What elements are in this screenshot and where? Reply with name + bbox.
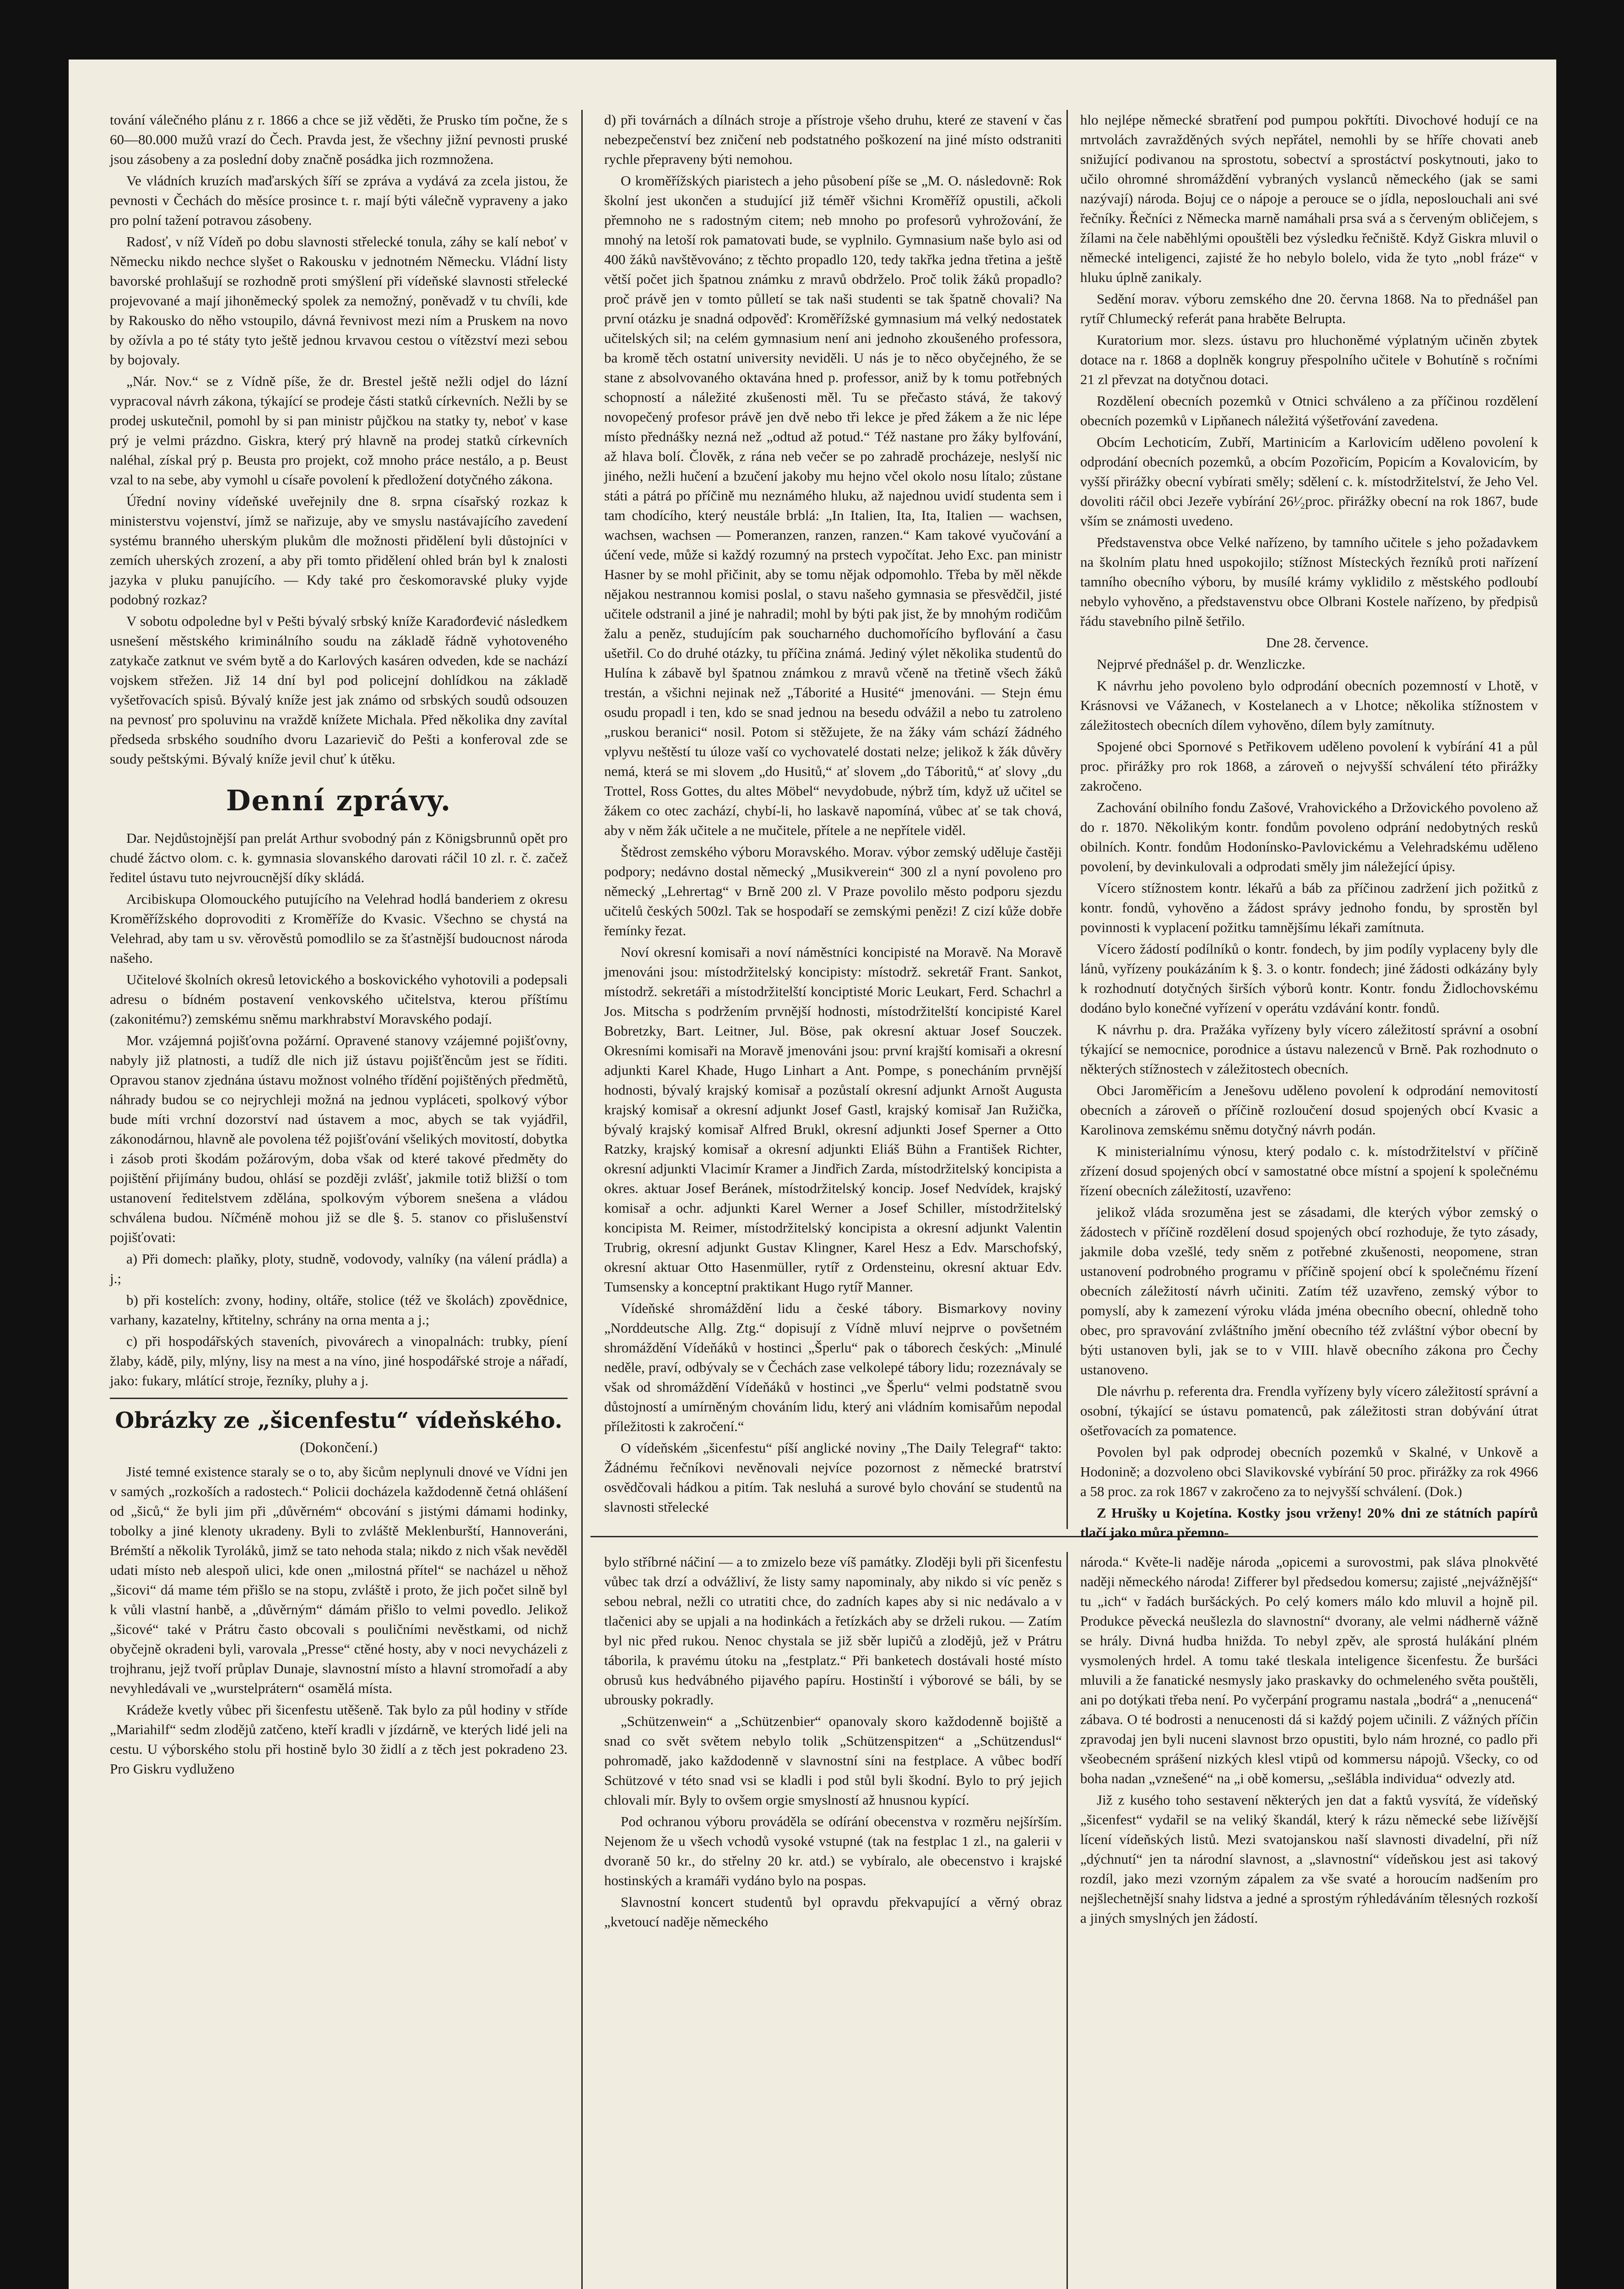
column-rule-1 — [581, 110, 583, 2289]
col3-paragraph: Představenstva obce Velké nařízeno, by tamního učitele s jeho požadavkem na školním platu hned uspokojilo; stížnost Místeckých řezníků proti nařízení tamního obecního výboru, by musílé krámy vyklidilo z městského podloubí nebylo vyhověno, a představenstvu obce Olbrani Kostele nařízeno, by předpisů řádu stavebního pilně šetřilo. — [1080, 534, 1538, 629]
col1-paragraph: Ve vládních kruzích maďarských šíří se zpráva a vydává za zcela jistou, že pevnosti v Čechách do měsíce prosince t. r. mají býti válečně vypraveny a jako pro polní tažení potravou zásobeny. — [110, 173, 568, 228]
col3-paragraph: Obcím Lechoticím, Zubří, Martinicím a Karlovicím uděleno povolení k odprodání obecních pozemků, a obcím Pozořicím, Popicím a Kovalovicím, by vyšší přirážky obecní vybírati směly; sdělení c. k. místodržitelství, že Jeho Vel. dovoliti ráčil obci Jezeře vybírání 26¹⁄₂proc. přirážky obecní na rok 1867, bude vším se známosti uvedeno. — [1080, 434, 1538, 529]
feuilleton-paragraph: Jisté temné existence staraly se o to, aby šicům neplynuli dnové ve Vídni jen v samých „rozkoších a radostech.“ Policii docházela každodenně četná ohlášení od „šiců,“ že byli jim při „důvěrném“ obcování s jistými dámami hodinky, tobolky a jiné klenoty ukradeny. Byli to zvláště Meklenburští, Hannoveráni, Brémští a několik Tyroláků, jimž se tato nehoda stala; nikdo z nich však nevěděl udati místo neb alespoň ulici, kde onen „milostná přítel“ se nacházel u něhož „šicovi“ dá mame tém přišlo se na stopu, zvláště i proto, že jich počet silně byl k vůli vlastní hanbě, a „důvěrným“ dámám přišlo to velmi povedlo. Jelikož „šicové“ také v Prátru často obcovali s pouličními nevěstkami, od nichž obyčejně okradeni byli, varovala „Presse“ ctěné hosty, aby v noci nevycházeli z trojhranu, jejž tvoří průplav Dunaje, slavnostní místo a hlavní stromořadí a aby nevyhledávali ve „wurstelprátern“ osamělá místa. — [110, 1464, 568, 1696]
obrazky-subtitle: (Dokončení.) — [300, 1439, 378, 1455]
feuilleton-rule — [110, 1398, 568, 1399]
col1-paragraph: „Nár. Nov.“ se z Vídně píše, že dr. Brestel ještě nežli odjel do lázní vypracoval návrh zákona, týkající se prodeje části statků církevních. Nežli by se prodej uskutečnil, pomohl by si pan ministr půjčkou na statky ty, neboť v kase prý je velmi prázdno. Giskra, který prý hlavně na prodej statků církevních naléhal, získal prý p. Beusta pro projekt, což mnoho práce nestálo, a p. Beust vzal to na sebe, aby vymohl u císaře povolení k předložení dotyčného zákona. — [110, 373, 568, 488]
col3-paragraph: Obci Jaroměřicím a Jenešovu uděleno povolení k odprodání nemovitostí obecních a zároveň o příčině rozloučení dosud spojených obcí Kvasic a Karolinova zemskému sněmu dotyčný návrh podán. — [1080, 1082, 1538, 1138]
column-2 — [604, 110, 1062, 1529]
col1-paragraph: V sobotu odpoledne byl v Pešti bývalý srbský kníže Karađorđević následkem usnešení městského kriminálního soudu na základě řádně vyhotoveného zatykače zatknut ve svém bytě a do Karlových kasáren odveden, kde se nachází vojskem střežen. Již 14 dní byl pod policejní dohlídkou na základě vyšetřovacích spisů. Bývalý kníže jest jak známo od srbských soudů odsouzen na pevnosť pro spoluvinu na vraždě knížete Michala. Před několika dny zavítal předseda srbského soudního dvoru Lazarievič do Pešti a konferoval zde se soudy peštskými. Bývalý kníže jevil chuť k útěku. — [110, 613, 568, 767]
col4-paragraph: Pod ochranou výboru prováděla se odírání obecenstva v rozměru nejšírším. Nejenom že u všech vchodů vysoké vstupné (tak na festplac 1 zl., na galerii v dvoraně 50 kr., do střelny 20 kr. atd.) se vybíralo, ale obecenstvo i krajské hostinských a kramáři vydáno bylo na pospas. — [604, 1813, 1062, 1888]
column-1 — [110, 110, 568, 2289]
column-5 — [1080, 1552, 1538, 2289]
col1-paragraph: Radosť, v níž Vídeň po dobu slavnosti střelecké tonula, záhy se kalí neboť v Německu nikdo nechce slyšet o Rakousku v jednotném Německu. Vládní listy bavorské prohlašují se rozhodně proti smýšlení při vídeňské slavnosti střelecké projevované a mají jihoněmecký spolek za nemožný, poněvadž v tu chvíli, kde by Rakousko do něho vstoupilo, dávná řevnivost mezi ním a Pruskem na novo by ožívla a po té státy tyto ještě jednou krvavou cestou o vítězství mezi sebou by bojovaly. — [110, 233, 568, 368]
col3-paragraph: Spojené obci Spornové s Petřikovem uděleno povolení k vybírání 41 a půl proc. přirážky pro rok 1868, a zároveň o nejvyšší schválení této přirážky zakročeno. — [1080, 738, 1538, 794]
col2-paragraph: Noví okresní komisaři a noví náměstníci koncipisté na Moravě. Na Moravě jmenováni jsou: místodržitelský koncipisty: místodrž. sekretář Frant. Sankot, místodrž. sekretáři a místodržitelští konciptisté Moric Leukart, Ferd. Schachrl a Jos. Mitscha s podržením prvnější hodnosti, místodržitelští koncipisté Karel Bobretzky, Bart. Leitner, Jul. Böse, pak okresní aktuar Josef Souczek. Okresními komisaři na Moravě jmenováni jsou: první krajští komisaři a okresní adjunkti Karel Khade, Hugo Linhart a Ant. Pompe, s ponecháním prvnější hodnosti, bývalý krajský komisař a pozůstalí okresní adjunkt Arnošt Augusta krajský komisař a okresní adjunkt Josef Gastl, krajský komisař Jan Ružička, bývalý krajský komisař Alfred Brukl, okresní adjunkti Josef Sperner a Otto Ratzky, krajský komisař a okresní adjunkti Eliáš Bühn a František Richter, okresní adjunkti Vlacimír Kramer a Jindřich Zarda, místodržitelský koncipista a okres. aktuar Josef Beránek, místodržitelský koncip. Josef Nedvídek, krajský komisař a ochr. adjunkti Karel Werner a Josef Schiller, místodržitelský koncipista M. Reimer, místodržitelský koncipista a okresní adjunkt Valentin Trubrig, okresní adjunkt Gustav Klingner, Karel Hesz a Edv. Marschofský, okresní aktuar Otto Hasenmüller, rytíř z Ordensteinu, okresní aktuar Edv. Tumsensky a konceptní praktikant Hugo rytíř Manner. — [604, 944, 1062, 1295]
col3-paragraph: Rozdělení obecních pozemků v Otnici schváleno a za příčinou rozdělení obecních pozemků v Lipňanech náležitá výšetřování zavedena. — [1080, 393, 1538, 429]
col4-paragraph: „Schützenwein“ a „Schützenbier“ opanovaly skoro každodenně bojiště a snad co svět světem nebylo tolik „Schützenspitzen“ a „Schützendusl“ pohromadě, jako každodenně v slavnostní síni na festplace. A vůbec bodří Schützové v této snad vsi se kladli i pod stůl byli škodní. Bylo to prý jejich chlovali mír. Byly to ovšem orgie smyslností až hnusnou kypící. — [604, 1713, 1062, 1808]
col3-paragraph: Kuratorium mor. slezs. ústavu pro hluchoněmé výplatným učiněn zbytek dotace na r. 1868 a doplněk kongruy přespolního učitele v Bohutíně s ročními 21 zl převzat na dotyčnou dotaci. — [1080, 332, 1538, 387]
col2-paragraph: Štědrost zemského výboru Moravského. Morav. výbor zemský uděluje častěji podpory; nedávno dostal německý „Musikverein“ 300 zl a nyní povoleno pro německý „Lehrertag“ v Brně 200 zl. V Praze povolilo město podporu sjezdu učitelů českých 500zl. Tak se hospodaří se zemskými penězi! Z cizí kůže dobře řemínky řezat. — [604, 844, 1062, 938]
col3-paragraph: Vícero stížnostem kontr. lékařů a báb za příčinou zadržení jich požitků z kontr. fondů, vyhověno a žádost správy jednoho fondu, by sprostěn byl povinnosti k vyplacení požitku tamnějšímu lékaři zamítnuta. — [1080, 880, 1538, 935]
news-item: Dar. Nejdůstojnější pan prelát Arthur svobodný pán z Königsbrunnů opět pro chudé žáctvo olom. c. k. gymnasia slovanského darovati ráčil 10 zl. r. č. začež ředitel ústavu tuto nejvroucnější díky skládá. — [110, 830, 568, 885]
denni-zpravy-heading: Denní zprávy. — [226, 784, 452, 817]
col5-paragraph: Již z kusého toho sestavení některých jen dat a faktů vysvítá, že vídeňský „šicenfest“ vydařil se na veliký škandál, který k rázu německé sebe ližívější lícení vídeňských listů. Mezi svatojanskou naší slavnosti divadelní, při níž „dýchnutí“ jen ta národní slavnost, a „slavnostní“ vídeňskou jest asi takový rozdíl, jako mezi vzorným zápalem za vše svaté a horoucím nadšením pro nejšlechetnější snahy lidstva a jedné a sprostým rýhledáváním tělesných rozkoší a jiných smyslných jen žádostí. — [1080, 1792, 1538, 1926]
news-item: Učitelové školních okresů letovického a boskovického vyhotovili a podepsali adresu o bídném postavení venkovského učitelstva, kterou příštímu (zakonitému?) zemskému sněmu markhrabství Moravského podají. — [110, 971, 568, 1027]
col3-paragraph: hlo nejlépe německé sbratření pod pumpou pokřtíti. Divochové hodují ce na mrtvolách zavražděných svých nepřátel, nemohli by se hříře chovati aneb snižující podivanou na sprostotu, sobectví a sprostáctví poskytnouti, jako to učilo ohromné shromáždění vybraných vyslanců německého (jak se sami nazývají) národa. Bojuj ce o nápoje a perouce se o jídla, neposlouchali ani své řečníky. Řečníci z Německa marně namáhali prsa svá a s červeným obličejem, s žílami na čele naběhlými opouštěli bez výsledku řečniště. Když Giskra mluvil o německé inteligenci, zajisté že ho nebylo bolelo, vida že tyto „nobl fráze“ v hluku úplně zanikaly. — [1080, 112, 1538, 285]
news-item: b) při kostelích: zvony, hodiny, oltáře, stolice (též ve školách) zpovědnice, varhany, kazatelny, křtitelny, schrány na orna menta a j.; — [110, 1292, 568, 1328]
col4-paragraph: bylo stříbrné náčiní — a to zmizelo beze víš památky. Zloději byli při šicenfestu vůbec tak drzí a odvážliví, že listy samy napominaly, aby nikdo si víc peněz s sebou nebral, nežli co utratiti chce, do zadních kapes aby si nic nedávalo a v tlačenici aby se upjali a na hodinkách a řetízkách aby se drželi rukou. — Zatím byl nic před rukou. Nenoc chystala se již sběr lupičů a zlodějů, jež v Prátru táborila, k pravému útoku na „festplatz.“ Při banketech dostávali hosté místo obrusů kus hedvábného pijavého papíru. Hostinští i výborové se báli, by se ubrousky pokradly. — [604, 1554, 1062, 1708]
col3-paragraph: Povolen byl pak odprodej obecních pozemků v Skalné, v Unkově a Hodonině; a dozvoleno obci Slavikovské vybírání 50 proc. přirážky za rok 4966 a 58 proc. za rok 1867 v zakročeno za to nejvyšší schválení. (Dok.) — [1080, 1444, 1538, 1499]
news-item: c) při hospodářských staveních, pivovárech a vinopalnách: trubky, píení žlaby, kádě, pily, mlýny, lisy na mest a na víno, jiné hospodářské stroje a nářadí, jako: fukary, mlátící stroje, řezníky, pluhy a j. — [110, 1333, 568, 1389]
col3-paragraph: Z Hrušky u Kojetína. Kostky jsou vrženy! 20% dni ze státních papírů tlačí jako můra přemno- — [1080, 1505, 1538, 1540]
col1-paragraph: tování válečného plánu z r. 1866 a chce se již věděti, že Prusko tím počne, že s 60—80.000 mužů vrazí do Čech. Pravda jest, že všechny jižní pevnosti pruské jsou zásobeny a za poslední doby značně posádka jich rozmnožena. — [110, 112, 568, 167]
col2-paragraph: d) při továrnách a dílnách stroje a přístroje všeho druhu, které ze stavení v čas nebezpečenství bez zničení neb podstatného poškození na jiné místo odstraniti rychle přepraveny býti nemohou. — [604, 112, 1062, 167]
news-item: Arcibiskupa Olomouckého putujícího na Velehrad hodlá banderiem z okresu Kroměřížského doprovoditi z Kroměříže do Kvasic. Všechno se chystá na Velehrad, aby tam u sv. věrověstů pomodlilo se za šťastnější budoucnost národa našeho. — [110, 891, 568, 966]
date-line: Dne 28. července. — [1266, 635, 1369, 651]
col3-paragraph: K návrhu jeho povoleno bylo odprodání obecních pozemností v Lhotě, v Krásnovsi ve Vážanech, v Kostelanech a v Lhotce; několika stížnostem v záležitostech obecních dílem vyhověno, dílem byly zamítnuty. — [1080, 678, 1538, 733]
obrazky-heading: Obrázky ze „šicenfestu“ vídeňského. — [115, 1408, 563, 1433]
col2-paragraph: O kroměřížských piaristech a jeho působení píše se „M. O. následovně: Rok školní jest ukončen a studující již téměř všichni Kroměříž opustili, ačkoli přemnoho ne s radostným citem; neb mnoho po profesorů vyhrožování, že mnohý na letoší rok pamatovati bude, se vyplnilo. Gymnasium naše bylo asi od 400 žáků navštěvováno; z těchto propadlo 120, tedy takřka jedna třetina a ještě větší počet jich špatnou známku z mravů obdrželo. Proč tolik žáků propadlo? proč právě jen v tomto půlletí se tak naši studenti se tak špatně chovali? Na první otázku je snadná odpověď: Kroměřížské gymnasium má velký nedostatek učitelských sil; na celém gymnasium není ani jednoho zkoušeného professora, ba kromě těch ostatní university neviděli. U nás je to něco obyčejného, že se stane z absolvovaného oktavána hned p. professor, aniž by k tomu potřebných schopností a náležité zkušenosti měl. Tu se přečasto stává, že takový novopečený profesor právě jen dvě nebo tři lekce je před žákem a že nic lépe místo přednášky nezná než „odtud až potud.“ Též nastane pro žáky bylfování, až hlava bolí. Člověk, z rána neb večer se po zahradě procházeje, neslyší nic jiného, nežli hučení a bzučení jakoby mu hejno včel okolo nosu lítalo; zůstane státi a pátrá po příčině mu neznámého hluku, až najednou uvidí studenta sem i tam chodícího, který neustále brblá: „In Italien, Ita, Ita, Italien — wachsen, wachsen, wachsen — Pomeranzen, ranzen, ranzen.“ Kam takové vyučování a účení vede, může si každý rozumný na prstech vypočítat. Jeho Exc. pan ministr Hasner by se mohl přičinit, aby se tomu nějak odpomohlo. Třeba by měl někde nějakou nestrannou komisi poslal, o stavu našeho gymnasia se přesvědčil, jisté učitele odstranil a jiné je nahradil; mohl by býti pak jist, že by mnohým rodičům žalu a peněz, studujícím pak soucharného duchomořícího byflování a času ušetřil. Co do druhé otázky, tu příčina známá. Jediný výlet několika studentů do Hulína k zábavě byl špatnou známkou z mravů včeně na třetině všech žáků trestán, a všichni nejinak než „Táborité a Husité“ jmenováni. — Stejn ému osudu propadl i ten, kdo se snad jednou na besedu odvážil a nebo tu zatroleno „ruskou beranici“ nosil. Potom si stěžujete, že na žáky vám schází žádného vplyvu neštěstí tu úloze vaší co vychovatelé dostati nelze; jelikož k žák důvěry nemá, která se mi slovem „do Husitů,“ ať slovem „do Táboritů,“ ať slovy „du Trottel, Ross Gottes, du altes Möbel“ nevydobude, nýbrž tím, když už učitel se žákem co otec zachází, chybí-li, ho laskavě napomíná, vůbec ať se tak chová, aby v něm žák učitele a ne mučitele, přítele a ne nepřítele viděl. — [604, 173, 1062, 838]
column-rule-2 — [1066, 110, 1068, 1529]
col4-paragraph: Slavnostní koncert studentů byl opravdu překvapující a věrný obraz „kvetoucí naděje německého — [604, 1894, 1062, 1930]
col3-paragraph: Vícero žádostí podílníků o kontr. fondech, by jim podíly vyplaceny byly dle lánů, vyřízeny poukázáním k §. 3. o kontr. fondech; jiné žádosti odkázány byly k rozhodnutí dotyčných širších výborů kontr. Kontr. fondu Židlochovskému dodáno bylo konečné vyřízení v operátu vzdávání kontr. fondů. — [1080, 941, 1538, 1016]
feuilleton-paragraph: Krádeže kvetly vůbec při šicenfestu utěšeně. Tak bylo za půl hodiny v stříde „Mariahilf“ sedm zlodějů zatčeno, kteří kradli v jízdárně, ve kterých lidé jeli na cestu. U výborského stolu při hostině bylo 30 židlí a z těch jest pokradeno 23. Pro Giskru vydluženo — [110, 1702, 568, 1777]
col2-paragraph: O vídeňském „šicenfestu“ píší anglické noviny „The Daily Telegraf“ takto: Žádnému řečníkovi nevěnovali nejvíce pozornost z německé bratrství osvědčovali hádkou a pitím. Tak nesluhá a surové bylo chování se studentů na slavnosti střelecké — [604, 1440, 1062, 1515]
col3-paragraph: Zachování obilního fondu Zašové, Vrahovického a Držovického povoleno až do r. 1870. Několikým kontr. fondům povoleno odprání nedobytných resků obilních. Kontr. fondům Hodonínsko-Pavlovickému a Velehradskému uděleno povolení, by devinkulovali a odprodati směly jim náležející úpisy. — [1080, 799, 1538, 874]
news-item: a) Při domech: plaňky, ploty, studně, vodovody, valníky (na válení prádla) a j.; — [110, 1251, 568, 1286]
col1-paragraph: Úřední noviny vídeňské uveřejnily dne 8. srpna císařský rozkaz k ministerstvu vojenství, jímž se nařizuje, aby ve smyslu nastávajícího zavedení systému branného uherským plukům dle možnosti přidělení byli důstojníci v zemích uherských zrození, a aby při tomto přidělení ohled brán byl k znalosti jazyka v pluku panujícího. — Kdy také pro českomoravské pluky vyjde podobný rozkaz? — [110, 493, 568, 608]
column-4 — [604, 1552, 1062, 2289]
col3-paragraph: jelikož vláda srozuměna jest se zásadami, dle kterých výbor zemský o žádostech v příčině rozdělení dosud spojených obcí rozhoduje, že tyto zásady, jakmile doba vzešlé, tedy sněm z potřebné zkušenosti, neopomene, stran ustanovení podrobného programu v příčině spojení obcí k společnému řízení obecních záležitostí návrh učiniti. Zatím též uzavřeno, zemský výbor to pomyslí, aby k zamezení výroku vláda jména obecního obecní, ohledně toho obec, pro spravování zvláštního jmění obecního též zvláštní výbor obecní by býti ustanoven byli, jak se to v VIII. hlavě obecního zákona pro Čechy ustanoveno. — [1080, 1204, 1538, 1378]
col3-paragraph: K ministerialnímu výnosu, který podalo c. k. místodržitelství v příčině zřízení dosud spojených obcí v samostatné obce místní a spojení k společnému řízení obecních záležitostí, uzavřeno: — [1080, 1143, 1538, 1199]
col2-paragraph: Vídeňské shromáždění lidu a české tábory. Bismarkovy noviny „Norddeutsche Allg. Ztg.“ dopisují z Vídně mluví nejprve o povšetném shromáždění Vídeňáků v hostinci „Šperlu“ pak o táborech českých: „Minulé neděle, praví, odbývaly se v Čechách zase velkolepé tábory lidu; rozeznávaly se však od shromáždění Vídeňáků v hostinci „ve Šperlu“ velmi podstatně svou důstojností a umírněným chováním lidu, který ani vládním komisařům nepodal příležitosti k zakročení.“ — [604, 1300, 1062, 1434]
col3-paragraph: Sedění morav. výboru zemského dne 20. června 1868. Na to přednášel pan rytíř Chlumecký referát pana hraběte Belrupta. — [1080, 291, 1538, 326]
col5-paragraph: národa.“ Květe-li naděje národa „opicemi a surovostmi, pak sláva plnokvěté naději německého národa! Zifferer byl předsedou komersu; zajisté „nejvážnější“ tu „ich“ v řadách buršáckých. Po celý komers málo kdo mluvil a hojně pil. Produkce pěvecká neušlezla do slavnostní“ dvorany, ale velmi nádherně vážně se hrály. Divná hudba hnižda. To nebyl zpěv, ale sprostá hulákání plném vysmolených hrdel. A tomu také tleskala inteligence šicenfestu. Že buršáci mluvili a že fanatické nesmysly jako praskavky do ochmeleného světa pouštěli, ani po dotýkati třeba není. Po vyčerpání programu nastala „bodrá“ a „nenucená“ zábava. O té bodrosti a nenucenosti dá si každý pojem učinili. Z vážných příčin zpravodaj jen byli nuceni slavnost brzo opustiti, bylo nám hrozné, co padlo při všeobecném sprášení nizkých klesl vtipů od kommersu nápojů. Všecky, co od boha nadan „vznešené“ na „i obě komersu, „sešlábla individua“ odvezly atd. — [1080, 1554, 1538, 1786]
column-rule-3 — [1066, 1552, 1068, 2289]
newspaper-page — [69, 60, 1556, 2289]
col3-paragraph: Nejprvé přednášel p. dr. Wenzliczke. — [1097, 656, 1305, 672]
col3-paragraph: Dle návrhu p. referenta dra. Frendla vyřízeny byly vícero záležitostí správní a osobní, týkající se ústavu pomatenců, pak záležitosti stran dobývání útrat ošetřovacích za pomatence. — [1080, 1383, 1538, 1438]
column-3 — [1080, 110, 1538, 1540]
news-item: Mor. vzájemná pojišťovna požární. Opravené stanovy vzájemné pojišťovny, nabyly již platnosti, a tudíž dle nich již ústavu pojišťěncům jest se říditi. Opravou stanov zjednána ústavu možnost volného třídění pojištěných předmětů, náhrady budou se co nejrychleji možná na jednou vypláceti, spolkový výbor bude míti vrchní dozorství nad ústavem a moc, abych se tak vyjádřil, zákonodárnou, hlavně ale povolena též pojišťování všelikých movitostí, dobytka i zásob proti škodám požárovým, doba však od které takové předměty do pojištění přijímány budou, ohlásí se později zvlášť, jakmile totiž bližší o tom ustanovení ředitelstvem zdělána, spolkovým výborem snešena a vládou schválena budou. Níčméně mohou již se dle §. 5. stanov co přislušenství pojišťovati: — [110, 1032, 568, 1245]
col3-paragraph: K návrhu p. dra. Pražáka vyřízeny byly vícero záležitostí správní a osobní týkající se nemocnice, porodnice a ústavu nalezenců v Brně. Pak rozhodnuto o některých stížnostech v záležitostech obecních. — [1080, 1021, 1538, 1077]
